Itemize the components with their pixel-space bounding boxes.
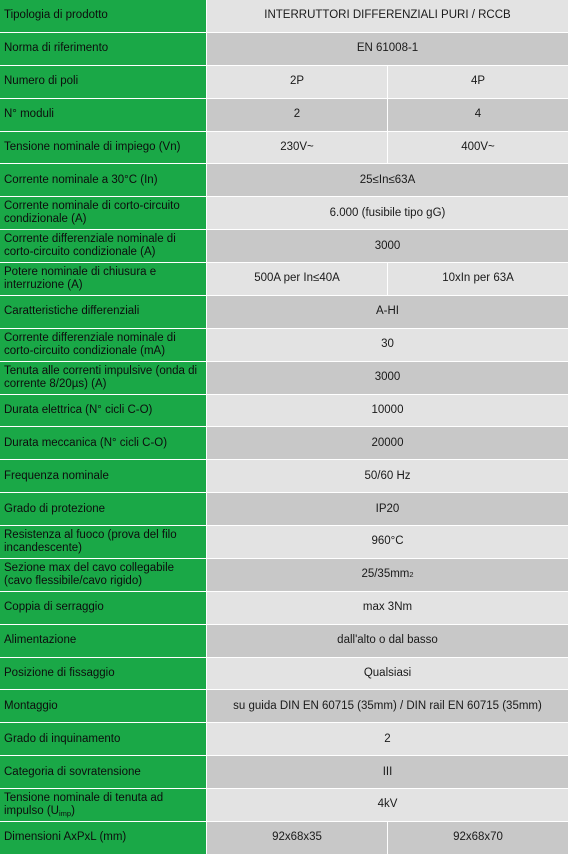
spec-row [0,526,568,559]
spec-label-text: Corrente nominale di corto-circuito condizionale (A) [4,200,180,226]
spec-value: 20000 [207,427,568,459]
spec-label [0,197,207,229]
spec-row [0,197,568,230]
spec-values [207,493,568,525]
spec-values [207,0,568,32]
spec-row [0,723,568,756]
spec-value: 50/60 Hz [207,460,568,492]
spec-label [0,592,207,624]
spec-label-text: Grado di protezione [4,502,106,515]
spec-values [207,756,568,788]
spec-values [207,460,568,492]
spec-row [0,625,568,658]
spec-label-text: Corrente differenziale nominale di corto-circuito condizionale (A) [4,233,176,259]
spec-value: INTERRUTTORI DIFFERENZIALI PURI / RCCB [207,0,568,32]
spec-row [0,132,568,165]
spec-row [0,0,568,33]
spec-value: 92x68x70 [387,822,568,854]
spec-value: dall'alto o dal basso [207,625,568,657]
spec-row [0,493,568,526]
spec-values [207,66,568,98]
spec-row [0,658,568,691]
spec-values [207,723,568,755]
spec-values [207,427,568,459]
spec-label [0,658,207,690]
spec-label-text: Categoria di sovratensione [4,765,141,778]
spec-value: 230V~ [207,132,387,164]
spec-label [0,427,207,459]
spec-label [0,362,207,394]
spec-label-text: Durata meccanica (N° cicli C-O) [4,436,168,449]
spec-label-text: Coppia di serraggio [4,601,104,614]
spec-value: 3000 [207,230,568,262]
spec-label-text: Numero di poli [4,75,79,88]
spec-row [0,164,568,197]
spec-row [0,230,568,263]
spec-label-text: Tenuta alle correnti impulsive (onda di corrente 8/20µs) (A) [4,364,198,390]
spec-row [0,362,568,395]
spec-row [0,690,568,723]
spec-value: 2P [207,66,387,98]
spec-values [207,789,568,821]
spec-label [0,526,207,558]
spec-label-text: Alimentazione [4,634,77,647]
spec-row [0,559,568,592]
spec-value: 960°C [207,526,568,558]
spec-row [0,395,568,428]
spec-label [0,33,207,65]
spec-label [0,263,207,295]
spec-value: 92x68x35 [207,822,387,854]
spec-values [207,395,568,427]
spec-values [207,263,568,295]
spec-row [0,756,568,789]
spec-row [0,822,568,855]
spec-label-subscript: imp [58,808,72,818]
spec-value: 25/35mm 2 [207,559,568,591]
spec-value: su guida DIN EN 60715 (35mm) / DIN rail EN 60715 (35mm) [207,690,568,722]
spec-label-text: Durata elettrica (N° cicli C-O) [4,403,153,416]
spec-values [207,230,568,262]
spec-values [207,33,568,65]
spec-label-text: Tipologia di prodotto [4,9,108,22]
spec-label-text: Tensione nominale di impiego (Vn) [4,140,181,153]
spec-label-tail: ) [71,804,75,817]
spec-row [0,592,568,625]
spec-label-text: Grado di inquinamento [4,732,121,745]
spec-label [0,132,207,164]
spec-values [207,132,568,164]
spec-value: 400V~ [387,132,568,164]
spec-label-text: Dimensioni AxPxL (mm) [4,831,127,844]
spec-value: 2 [207,99,387,131]
spec-values [207,197,568,229]
spec-values [207,362,568,394]
spec-label-text: Montaggio [4,699,58,712]
spec-row [0,329,568,362]
spec-value: III [207,756,568,788]
spec-value: 2 [207,723,568,755]
spec-row [0,263,568,296]
spec-label [0,0,207,32]
spec-value: 500A per In≤40A [207,263,387,295]
spec-label [0,625,207,657]
spec-label-text: Resistenza al fuoco (prova del filo incandescente) [4,528,177,554]
spec-value: 10xIn per 63A [387,263,568,295]
spec-row [0,99,568,132]
spec-value: 4 [387,99,568,131]
spec-label [0,723,207,755]
spec-label [0,66,207,98]
spec-value: 30 [207,329,568,361]
spec-values [207,526,568,558]
spec-label-text: Potere nominale di chiusura e interruzione (A) [4,265,157,291]
spec-label [0,296,207,328]
spec-label-text: N° moduli [4,108,54,121]
spec-value: 6.000 (fusibile tipo gG) [207,197,568,229]
spec-values [207,559,568,591]
spec-values [207,329,568,361]
spec-value: 3000 [207,362,568,394]
spec-value-text: 25/35mm [361,568,410,581]
spec-label [0,329,207,361]
spec-row [0,66,568,99]
spec-value: A-HI [207,296,568,328]
spec-value: EN 61008-1 [207,33,568,65]
spec-values [207,658,568,690]
spec-label-text: Posizione di fissaggio [4,666,115,679]
spec-label [0,395,207,427]
spec-label [0,690,207,722]
spec-label-text: Frequenza nominale [4,469,109,482]
spec-values [207,99,568,131]
spec-label-text: Caratteristiche differenziali [4,305,140,318]
spec-values [207,296,568,328]
spec-values [207,690,568,722]
spec-row [0,460,568,493]
spec-row [0,789,568,822]
spec-label-text: Norma di riferimento [4,42,109,55]
spec-label-text: Tensione nominale di tenuta ad impulso $(U_{imp})$ [4,791,164,818]
spec-label [0,756,207,788]
spec-values [207,592,568,624]
spec-values [207,164,568,196]
spec-value: Qualsiasi [207,658,568,690]
spec-label-text: Corrente differenziale nominale di corto-circuito condizionale (mA) [4,331,176,357]
spec-label [0,164,207,196]
spec-value: 25≤In≤63A [207,164,568,196]
spec-row [0,427,568,460]
spec-label [0,460,207,492]
spec-label-text: Corrente nominale a 30°C (In) [4,173,158,186]
spec-label-text: Sezione max del cavo collegabile (cavo flessibile/cavo rigido) [4,561,175,587]
spec-values [207,625,568,657]
spec-label [0,99,207,131]
spec-value: 4kV [207,789,568,821]
spec-row [0,33,568,66]
spec-row [0,296,568,329]
spec-label [0,230,207,262]
spec-value: max 3Nm [207,592,568,624]
spec-value: IP20 [207,493,568,525]
spec-label [0,789,207,821]
spec-value: 10000 [207,395,568,427]
spec-values [207,822,568,854]
spec-label [0,559,207,591]
spec-value: 4P [387,66,568,98]
spec-label [0,493,207,525]
spec-label [0,822,207,854]
